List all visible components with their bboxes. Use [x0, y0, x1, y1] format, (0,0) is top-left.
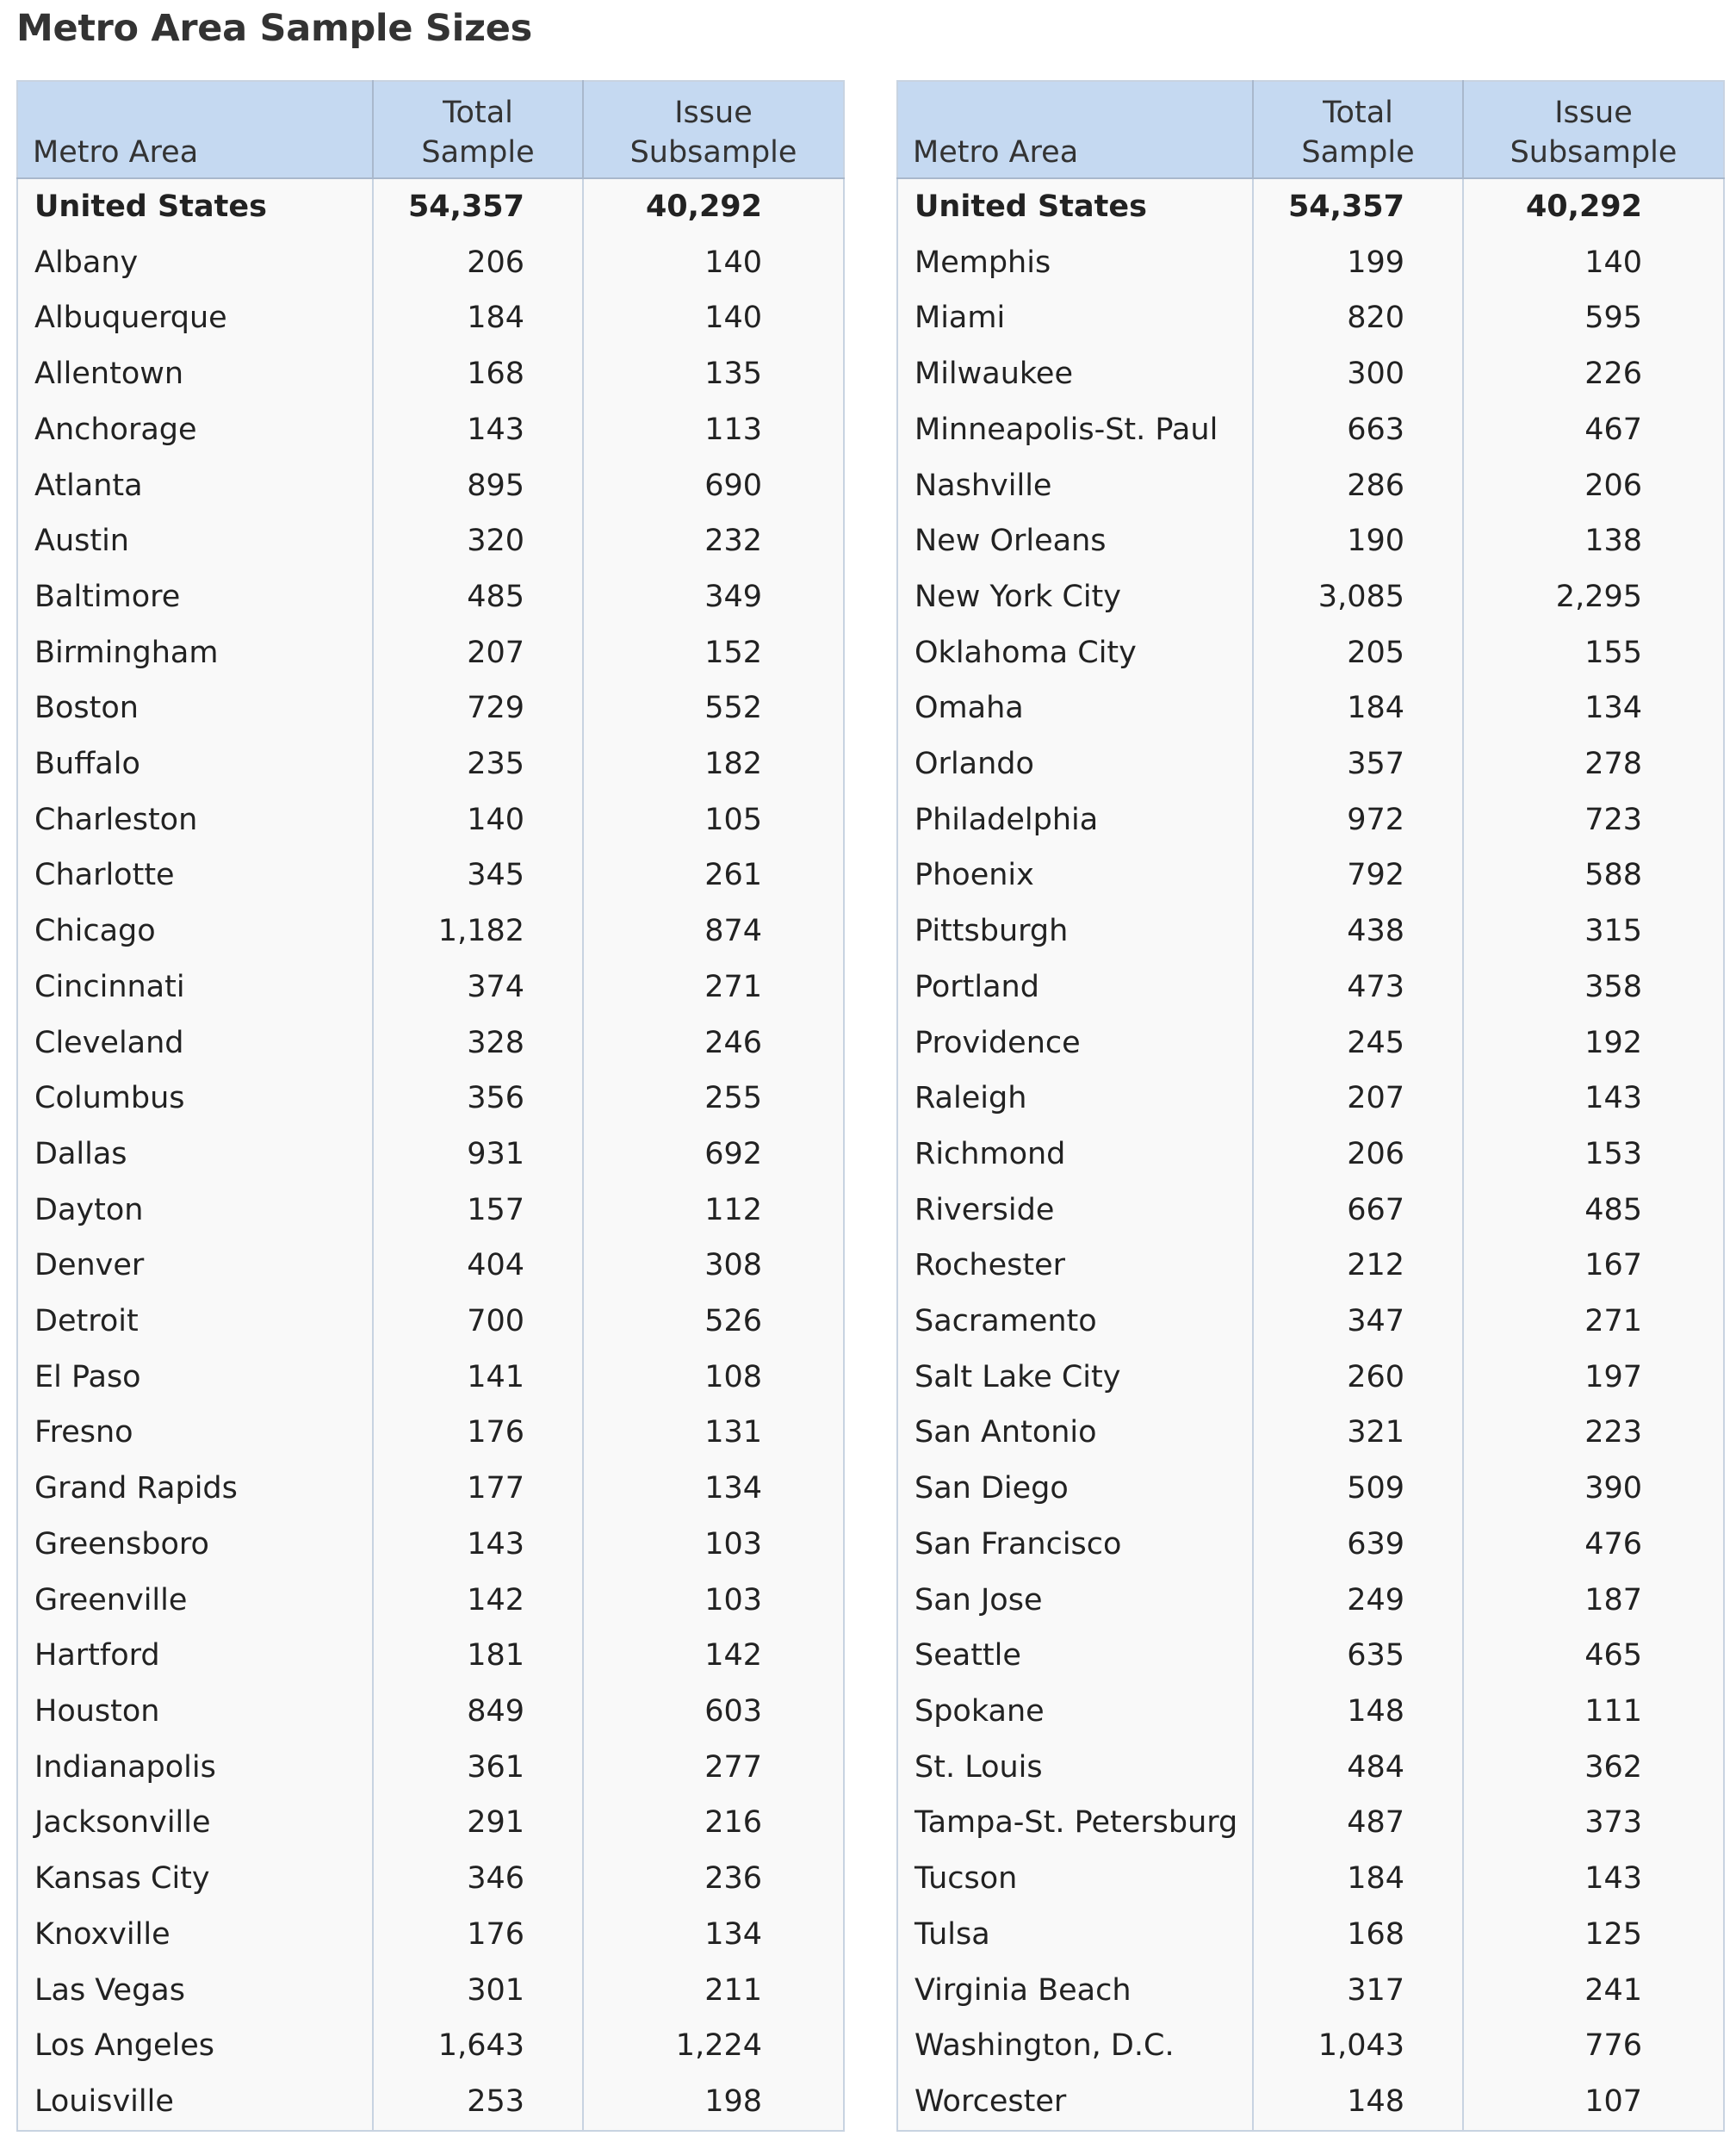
- cell-metro-area: Virginia Beach: [897, 1963, 1253, 2019]
- cell-metro-area: Cincinnati: [17, 959, 373, 1015]
- cell-total-sample: 148: [1253, 1684, 1463, 1740]
- table-row: [897, 625, 1724, 681]
- table-row: [897, 290, 1724, 346]
- table-row: [17, 625, 844, 681]
- cell-total-sample: 184: [1253, 680, 1463, 736]
- cell-total-sample: 729: [373, 680, 583, 736]
- table-row: [897, 848, 1724, 903]
- table-row: [17, 1405, 844, 1461]
- table-row: [17, 680, 844, 736]
- table-row: [17, 903, 844, 959]
- table-row: [17, 736, 844, 792]
- cell-total-sample: 148: [1253, 2074, 1463, 2131]
- cell-metro-area: Milwaukee: [897, 346, 1253, 402]
- cell-total-sample: 168: [373, 346, 583, 402]
- cell-total-sample: 207: [1253, 1071, 1463, 1127]
- cell-issue-subsample: 692: [704, 1136, 762, 1171]
- cell-issue-subsample: 155: [1584, 635, 1642, 670]
- cell-total-sample: 320: [373, 513, 583, 569]
- cell-metro-area: Orlando: [897, 736, 1253, 792]
- cell-metro-area: Austin: [17, 513, 373, 569]
- cell-total-sample: 206: [373, 235, 583, 291]
- cell-metro-area: Dayton: [17, 1183, 373, 1239]
- cell-metro-area: New York City: [897, 569, 1253, 625]
- column-header-total-sample: Total Sample: [1253, 81, 1463, 178]
- cell-total-sample: 181: [373, 1628, 583, 1684]
- cell-total-sample: 667: [1253, 1183, 1463, 1239]
- cell-metro-area: San Antonio: [897, 1405, 1253, 1461]
- cell-issue-subsample: 197: [1584, 1359, 1642, 1394]
- cell-total-sample: 141: [373, 1350, 583, 1406]
- cell-issue-subsample: 40,292: [645, 189, 762, 224]
- cell-metro-area: Dallas: [17, 1127, 373, 1183]
- cell-issue-subsample: 40,292: [1525, 189, 1642, 224]
- cell-metro-area: Atlanta: [17, 458, 373, 514]
- cell-total-sample: 207: [373, 625, 583, 681]
- cell-metro-area: New Orleans: [897, 513, 1253, 569]
- cell-issue-subsample: 690: [704, 468, 762, 503]
- cell-metro-area: Omaha: [897, 680, 1253, 736]
- cell-issue-subsample: 143: [1584, 1861, 1642, 1897]
- cell-issue-subsample: 465: [1584, 1638, 1642, 1673]
- table-row: [17, 1071, 844, 1127]
- cell-total-sample: 321: [1253, 1405, 1463, 1461]
- cell-total-sample: 347: [1253, 1294, 1463, 1350]
- cell-issue-subsample: 552: [704, 691, 762, 726]
- table-row: [897, 1907, 1724, 1963]
- cell-metro-area: Richmond: [897, 1127, 1253, 1183]
- table-row: [897, 903, 1724, 959]
- cell-metro-area: Albany: [17, 235, 373, 291]
- column-header-issue-subsample: Issue Subsample: [583, 81, 844, 178]
- cell-issue-subsample: 198: [704, 2083, 762, 2119]
- cell-issue-subsample: 390: [1584, 1471, 1642, 1506]
- cell-metro-area: Greensboro: [17, 1517, 373, 1573]
- cell-metro-area: Detroit: [17, 1294, 373, 1350]
- header-row: [897, 81, 1724, 178]
- table-row: [897, 1183, 1724, 1239]
- cell-issue-subsample: 211: [704, 1972, 762, 2008]
- cell-metro-area: Washington, D.C.: [897, 2018, 1253, 2074]
- cell-issue-subsample: 723: [1584, 802, 1642, 837]
- table-row: [17, 1127, 844, 1183]
- table-row: [17, 1795, 844, 1851]
- cell-issue-subsample: 223: [1584, 1415, 1642, 1450]
- cell-total-sample: 184: [373, 290, 583, 346]
- cell-issue-subsample: 526: [704, 1304, 762, 1339]
- cell-total-sample: 301: [373, 1963, 583, 2019]
- cell-total-sample: 639: [1253, 1517, 1463, 1573]
- table-row-total: [897, 178, 1724, 235]
- cell-issue-subsample: 226: [1584, 357, 1642, 392]
- cell-issue-subsample: 103: [704, 1526, 762, 1562]
- table-row: [897, 1963, 1724, 2019]
- cell-total-sample: 157: [373, 1183, 583, 1239]
- table-row: [17, 2074, 844, 2131]
- cell-metro-area: Spokane: [897, 1684, 1253, 1740]
- cell-metro-area: Fresno: [17, 1405, 373, 1461]
- table-row: [17, 1628, 844, 1684]
- table-row: [17, 1684, 844, 1740]
- cell-total-sample: 635: [1253, 1628, 1463, 1684]
- cell-issue-subsample: 277: [704, 1749, 762, 1785]
- cell-issue-subsample: 142: [704, 1638, 762, 1673]
- cell-metro-area: Philadelphia: [897, 792, 1253, 848]
- table-row: [897, 346, 1724, 402]
- cell-issue-subsample: 236: [704, 1861, 762, 1897]
- cell-metro-area: Denver: [17, 1238, 373, 1294]
- cell-metro-area: Chicago: [17, 903, 373, 959]
- cell-issue-subsample: 467: [1584, 412, 1642, 447]
- cell-issue-subsample: 216: [704, 1805, 762, 1841]
- table-row: [897, 1740, 1724, 1796]
- cell-issue-subsample: 134: [704, 1471, 762, 1506]
- cell-total-sample: 291: [373, 1795, 583, 1851]
- cell-issue-subsample: 261: [704, 858, 762, 893]
- cell-metro-area: United States: [17, 178, 373, 235]
- cell-issue-subsample: 278: [1584, 747, 1642, 782]
- cell-issue-subsample: 134: [704, 1916, 762, 1952]
- table-row: [897, 513, 1724, 569]
- table-row: [897, 2074, 1724, 2131]
- cell-total-sample: 345: [373, 848, 583, 903]
- cell-total-sample: 509: [1253, 1461, 1463, 1517]
- cell-issue-subsample: 2,295: [1555, 579, 1642, 614]
- cell-issue-subsample: 776: [1584, 2028, 1642, 2064]
- cell-issue-subsample: 315: [1584, 914, 1642, 949]
- cell-total-sample: 249: [1253, 1573, 1463, 1629]
- cell-total-sample: 143: [373, 1517, 583, 1573]
- metro-table-left: [16, 80, 845, 2132]
- cell-issue-subsample: 125: [1584, 1916, 1642, 1952]
- cell-metro-area: Boston: [17, 680, 373, 736]
- cell-issue-subsample: 105: [704, 802, 762, 837]
- table-body-right: [897, 178, 1724, 2131]
- cell-total-sample: 142: [373, 1573, 583, 1629]
- cell-issue-subsample: 255: [704, 1081, 762, 1116]
- cell-total-sample: 356: [373, 1071, 583, 1127]
- cell-metro-area: Tucson: [897, 1851, 1253, 1907]
- table-row: [17, 1015, 844, 1071]
- table-row: [17, 346, 844, 402]
- cell-metro-area: Portland: [897, 959, 1253, 1015]
- cell-issue-subsample: 138: [1584, 524, 1642, 559]
- cell-total-sample: 700: [373, 1294, 583, 1350]
- cell-metro-area: Tampa-St. Petersburg: [897, 1795, 1253, 1851]
- table-row: [897, 1461, 1724, 1517]
- cell-metro-area: Buffalo: [17, 736, 373, 792]
- cell-metro-area: St. Louis: [897, 1740, 1253, 1796]
- cell-metro-area: Jacksonville: [17, 1795, 373, 1851]
- cell-issue-subsample: 140: [1584, 245, 1642, 280]
- cell-metro-area: San Jose: [897, 1573, 1253, 1629]
- table-row: [897, 1294, 1724, 1350]
- column-header-metro-area: Metro Area: [17, 81, 373, 178]
- cell-total-sample: 212: [1253, 1238, 1463, 1294]
- cell-metro-area: Worcester: [897, 2074, 1253, 2131]
- cell-metro-area: Kansas City: [17, 1851, 373, 1907]
- cell-metro-area: Grand Rapids: [17, 1461, 373, 1517]
- table-row: [897, 1405, 1724, 1461]
- cell-total-sample: 168: [1253, 1907, 1463, 1963]
- cell-issue-subsample: 241: [1584, 1972, 1642, 2008]
- cell-issue-subsample: 603: [704, 1693, 762, 1729]
- cell-issue-subsample: 167: [1584, 1248, 1642, 1283]
- cell-issue-subsample: 113: [704, 412, 762, 447]
- cell-metro-area: San Francisco: [897, 1517, 1253, 1573]
- cell-total-sample: 245: [1253, 1015, 1463, 1071]
- cell-total-sample: 3,085: [1253, 569, 1463, 625]
- cell-metro-area: Providence: [897, 1015, 1253, 1071]
- cell-issue-subsample: 108: [704, 1359, 762, 1394]
- cell-total-sample: 184: [1253, 1851, 1463, 1907]
- cell-metro-area: Riverside: [897, 1183, 1253, 1239]
- cell-issue-subsample: 131: [704, 1415, 762, 1450]
- cell-issue-subsample: 103: [704, 1582, 762, 1618]
- cell-issue-subsample: 232: [704, 524, 762, 559]
- cell-issue-subsample: 362: [1584, 1749, 1642, 1785]
- cell-metro-area: Salt Lake City: [897, 1350, 1253, 1406]
- cell-issue-subsample: 153: [1584, 1136, 1642, 1171]
- cell-total-sample: 206: [1253, 1127, 1463, 1183]
- cell-metro-area: Charlotte: [17, 848, 373, 903]
- table-row: [17, 1573, 844, 1629]
- cell-total-sample: 1,643: [373, 2018, 583, 2074]
- table-row: [17, 569, 844, 625]
- table-row: [897, 1851, 1724, 1907]
- page-title: Metro Area Sample Sizes: [16, 7, 532, 50]
- table-row: [897, 1071, 1724, 1127]
- table-row: [17, 1517, 844, 1573]
- table-row: [897, 1127, 1724, 1183]
- table-row: [17, 1740, 844, 1796]
- cell-total-sample: 487: [1253, 1795, 1463, 1851]
- cell-metro-area: Allentown: [17, 346, 373, 402]
- table-row: [17, 1461, 844, 1517]
- cell-issue-subsample: 111: [1584, 1693, 1642, 1729]
- metro-table-right: [896, 80, 1725, 2132]
- cell-total-sample: 357: [1253, 736, 1463, 792]
- cell-metro-area: Phoenix: [897, 848, 1253, 903]
- table-row: [897, 1238, 1724, 1294]
- table-row: [897, 1015, 1724, 1071]
- cell-metro-area: Nashville: [897, 458, 1253, 514]
- cell-total-sample: 849: [373, 1684, 583, 1740]
- cell-issue-subsample: 206: [1584, 468, 1642, 503]
- table-row: [17, 402, 844, 458]
- table-row: [17, 458, 844, 514]
- cell-metro-area: Albuquerque: [17, 290, 373, 346]
- cell-total-sample: 286: [1253, 458, 1463, 514]
- cell-metro-area: Minneapolis-St. Paul: [897, 402, 1253, 458]
- cell-metro-area: Tulsa: [897, 1907, 1253, 1963]
- cell-total-sample: 404: [373, 1238, 583, 1294]
- table-row: [897, 736, 1724, 792]
- cell-total-sample: 177: [373, 1461, 583, 1517]
- table-row: [17, 235, 844, 291]
- table-row: [897, 1350, 1724, 1406]
- table-row: [17, 1294, 844, 1350]
- cell-metro-area: San Diego: [897, 1461, 1253, 1517]
- cell-issue-subsample: 135: [704, 357, 762, 392]
- table-row: [897, 235, 1724, 291]
- table-row: [17, 290, 844, 346]
- cell-total-sample: 484: [1253, 1740, 1463, 1796]
- cell-metro-area: El Paso: [17, 1350, 373, 1406]
- cell-metro-area: Oklahoma City: [897, 625, 1253, 681]
- cell-issue-subsample: 246: [704, 1025, 762, 1060]
- cell-total-sample: 361: [373, 1740, 583, 1796]
- cell-metro-area: Indianapolis: [17, 1740, 373, 1796]
- cell-metro-area: Birmingham: [17, 625, 373, 681]
- cell-total-sample: 374: [373, 959, 583, 1015]
- table-row: [897, 2018, 1724, 2074]
- table-row: [897, 1573, 1724, 1629]
- cell-issue-subsample: 595: [1584, 301, 1642, 336]
- table-row-total: [17, 178, 844, 235]
- cell-total-sample: 1,182: [373, 903, 583, 959]
- table-row: [897, 1517, 1724, 1573]
- table-row: [17, 1851, 844, 1907]
- cell-metro-area: Pittsburgh: [897, 903, 1253, 959]
- cell-total-sample: 140: [373, 792, 583, 848]
- cell-issue-subsample: 152: [704, 635, 762, 670]
- cell-issue-subsample: 271: [1584, 1304, 1642, 1339]
- table-row: [17, 2018, 844, 2074]
- table-row: [897, 402, 1724, 458]
- cell-metro-area: Greenville: [17, 1573, 373, 1629]
- table-row: [17, 1907, 844, 1963]
- cell-metro-area: Knoxville: [17, 1907, 373, 1963]
- cell-metro-area: Raleigh: [897, 1071, 1253, 1127]
- cell-total-sample: 328: [373, 1015, 583, 1071]
- cell-metro-area: Memphis: [897, 235, 1253, 291]
- cell-total-sample: 485: [373, 569, 583, 625]
- column-header-total-sample: Total Sample: [373, 81, 583, 178]
- cell-total-sample: 346: [373, 1851, 583, 1907]
- cell-total-sample: 473: [1253, 959, 1463, 1015]
- cell-issue-subsample: 588: [1584, 858, 1642, 893]
- cell-metro-area: Cleveland: [17, 1015, 373, 1071]
- table-row: [17, 848, 844, 903]
- cell-issue-subsample: 476: [1584, 1526, 1642, 1562]
- cell-metro-area: Sacramento: [897, 1294, 1253, 1350]
- cell-total-sample: 176: [373, 1907, 583, 1963]
- cell-metro-area: Los Angeles: [17, 2018, 373, 2074]
- cell-metro-area: Hartford: [17, 1628, 373, 1684]
- table-row: [17, 959, 844, 1015]
- cell-metro-area: Columbus: [17, 1071, 373, 1127]
- cell-total-sample: 972: [1253, 792, 1463, 848]
- cell-issue-subsample: 134: [1584, 691, 1642, 726]
- cell-issue-subsample: 874: [704, 914, 762, 949]
- table-row: [897, 458, 1724, 514]
- cell-issue-subsample: 373: [1584, 1805, 1642, 1841]
- cell-metro-area: Houston: [17, 1684, 373, 1740]
- table-row: [897, 569, 1724, 625]
- table-row: [897, 792, 1724, 848]
- cell-issue-subsample: 182: [704, 747, 762, 782]
- cell-metro-area: United States: [897, 178, 1253, 235]
- cell-total-sample: 205: [1253, 625, 1463, 681]
- cell-issue-subsample: 140: [704, 245, 762, 280]
- cell-metro-area: Anchorage: [17, 402, 373, 458]
- cell-total-sample: 1,043: [1253, 2018, 1463, 2074]
- cell-total-sample: 895: [373, 458, 583, 514]
- cell-total-sample: 820: [1253, 290, 1463, 346]
- cell-issue-subsample: 143: [1584, 1081, 1642, 1116]
- cell-metro-area: Las Vegas: [17, 1963, 373, 2019]
- table-body-left: [17, 178, 844, 2131]
- cell-issue-subsample: 358: [1584, 969, 1642, 1004]
- table-row: [17, 1963, 844, 2019]
- cell-metro-area: Baltimore: [17, 569, 373, 625]
- cell-total-sample: 235: [373, 736, 583, 792]
- cell-metro-area: Miami: [897, 290, 1253, 346]
- table-row: [897, 1628, 1724, 1684]
- cell-issue-subsample: 107: [1584, 2083, 1642, 2119]
- cell-total-sample: 260: [1253, 1350, 1463, 1406]
- cell-total-sample: 300: [1253, 346, 1463, 402]
- cell-total-sample: 54,357: [373, 178, 583, 235]
- cell-metro-area: Louisville: [17, 2074, 373, 2131]
- header-row: [17, 81, 844, 178]
- table-row: [897, 680, 1724, 736]
- cell-total-sample: 176: [373, 1405, 583, 1461]
- cell-total-sample: 438: [1253, 903, 1463, 959]
- table-row: [17, 1183, 844, 1239]
- table-row: [897, 1684, 1724, 1740]
- cell-issue-subsample: 192: [1584, 1025, 1642, 1060]
- cell-total-sample: 931: [373, 1127, 583, 1183]
- cell-metro-area: Rochester: [897, 1238, 1253, 1294]
- cell-issue-subsample: 140: [704, 301, 762, 336]
- table-row: [17, 1238, 844, 1294]
- column-header-issue-subsample: Issue Subsample: [1463, 81, 1724, 178]
- table-row: [17, 513, 844, 569]
- table-row: [17, 1350, 844, 1406]
- cell-issue-subsample: 187: [1584, 1582, 1642, 1618]
- cell-issue-subsample: 112: [704, 1192, 762, 1227]
- cell-metro-area: Seattle: [897, 1628, 1253, 1684]
- cell-total-sample: 663: [1253, 402, 1463, 458]
- cell-issue-subsample: 308: [704, 1248, 762, 1283]
- cell-issue-subsample: 485: [1584, 1192, 1642, 1227]
- cell-total-sample: 317: [1253, 1963, 1463, 2019]
- cell-total-sample: 143: [373, 402, 583, 458]
- table-row: [897, 1795, 1724, 1851]
- cell-issue-subsample: 349: [704, 579, 762, 614]
- cell-issue-subsample: 271: [704, 969, 762, 1004]
- table-row: [897, 959, 1724, 1015]
- column-header-metro-area: Metro Area: [897, 81, 1253, 178]
- cell-total-sample: 253: [373, 2074, 583, 2131]
- cell-total-sample: 199: [1253, 235, 1463, 291]
- cell-total-sample: 190: [1253, 513, 1463, 569]
- cell-metro-area: Charleston: [17, 792, 373, 848]
- cell-total-sample: 54,357: [1253, 178, 1463, 235]
- table-row: [17, 792, 844, 848]
- cell-total-sample: 792: [1253, 848, 1463, 903]
- cell-issue-subsample: 1,224: [675, 2028, 762, 2064]
